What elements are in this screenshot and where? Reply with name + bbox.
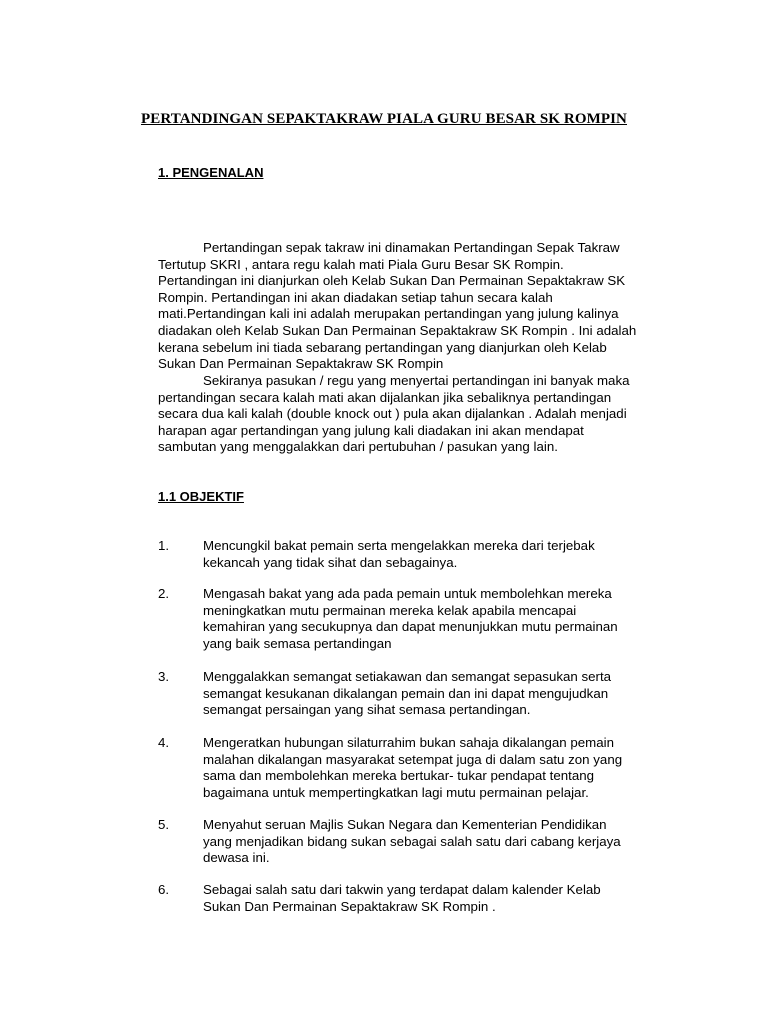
list-item-line: semangat kesukanan dikalangan pemain dan ini dapat mengujudkan — [203, 685, 609, 701]
intro-paragraph-2 — [158, 373, 658, 456]
list-item-text — [203, 586, 678, 652]
list-item-number: 4. — [158, 735, 170, 750]
list-item-line: kemahiran yang secukupnya dan dapat menunjukkan mutu permainan — [203, 619, 618, 635]
paragraph-line: kerana sebelum ini tiada sebarang pertandingan yang dianjurkan oleh Kelab — [158, 339, 607, 355]
list-item-line: dewasa ini. — [203, 850, 270, 866]
section-heading-pengenalan: 1. PENGENALAN — [158, 165, 264, 180]
list-item-line: sama dan membolehkan mereka bertukar- tukar pendapat tentang — [203, 768, 595, 784]
paragraph-line: Sukan Dan Permainan Sepaktakraw SK Rompin — [158, 356, 444, 372]
list-item-line: Menggalakkan semangat setiakawan dan semangat sepasukan serta — [203, 669, 612, 684]
list-item-text — [203, 882, 678, 915]
list-item-line: yang menjadikan bidang sukan sebagai salah satu dari cabang kerjaya — [203, 833, 621, 849]
list-item-number: 6. — [158, 882, 170, 897]
document-title: PERTANDINGAN SEPAKTAKRAW PIALA GURU BESAR SK ROMPIN — [140, 111, 627, 127]
paragraph-line: sambutan yang menggalakkan dari pertubuhan / pasukan yang lain. — [158, 439, 558, 455]
paragraph-line: diadakan oleh Kelab Sukan Dan Permainan Sepaktakraw SK Rompin . Ini adalah — [158, 322, 637, 338]
list-item-text — [203, 817, 678, 867]
list-item-line: Mengasah bakat yang ada pada pemain untuk membolehkan mereka — [203, 586, 612, 601]
list-item-text — [203, 669, 678, 719]
list-item-line: yang baik semasa pertandingan — [203, 635, 392, 651]
paragraph-line: secara dua kali kalah (double knock out ) pula akan dijalankan . Adalah menjadi — [158, 406, 627, 422]
paragraph-line: Tertutup SKRI , antara regu kalah mati Piala Guru Besar SK Rompin. — [158, 256, 564, 272]
list-item-number: 3. — [158, 669, 170, 684]
list-item-line: semangat persaingan yang sihat semasa pertandingan. — [203, 702, 531, 718]
list-item-line: Mencungkil bakat pemain serta mengelakkan mereka dari terjebak — [203, 538, 595, 553]
list-item-line: Mengeratkan hubungan silaturrahim bukan sahaja dikalangan pemain — [203, 735, 615, 750]
paragraph-line: Sekiranya pasukan / regu yang menyertai pertandingan ini banyak maka — [203, 373, 630, 388]
list-item-number: 5. — [158, 817, 170, 832]
list-item-text — [203, 538, 678, 571]
list-item-line: kekancah yang tidak sihat dan sebagainya. — [203, 554, 458, 570]
list-item-line: Sukan Dan Permainan Sepaktakraw SK Rompin . — [203, 898, 496, 914]
list-item-text — [203, 735, 678, 801]
list-item-line: meningkatkan mutu permainan mereka kelak apabila mencapai — [203, 602, 577, 618]
list-item-line: bagaimana untuk mempertingkatkan lagi mutu permainan pelajar. — [203, 784, 589, 800]
list-item-number: 2. — [158, 586, 170, 601]
list-item-line: Menyahut seruan Majlis Sukan Negara dan Kementerian Pendidikan — [203, 817, 607, 832]
paragraph-line: Pertandingan ini dianjurkan oleh Kelab Sukan Dan Permainan Sepaktakraw SK — [158, 273, 626, 289]
paragraph-line: pertandingan secara kalah mati akan dijalankan jika sebaliknya pertandingan — [158, 389, 612, 405]
paragraph-line: harapan agar pertandingan yang julung kali diadakan ini akan mendapat — [158, 422, 584, 438]
paragraph-line: mati.Pertandingan kali ini adalah merupakan pertandingan yang julung kalinya — [158, 306, 619, 322]
section-heading-objektif: 1.1 OBJEKTIF — [158, 489, 244, 504]
list-item-line: malahan dikalangan masyarakat setempat juga di dalam satu zon yang — [203, 751, 623, 767]
paragraph-line: Rompin. Pertandingan ini akan diadakan setiap tahun secara kalah — [158, 289, 553, 305]
paragraph-line: Pertandingan sepak takraw ini dinamakan Pertandingan Sepak Takraw — [203, 240, 620, 255]
intro-paragraph-1 — [158, 240, 658, 373]
list-item-line: Sebagai salah satu dari takwin yang terdapat dalam kalender Kelab — [203, 882, 601, 897]
list-item-number: 1. — [158, 538, 170, 553]
